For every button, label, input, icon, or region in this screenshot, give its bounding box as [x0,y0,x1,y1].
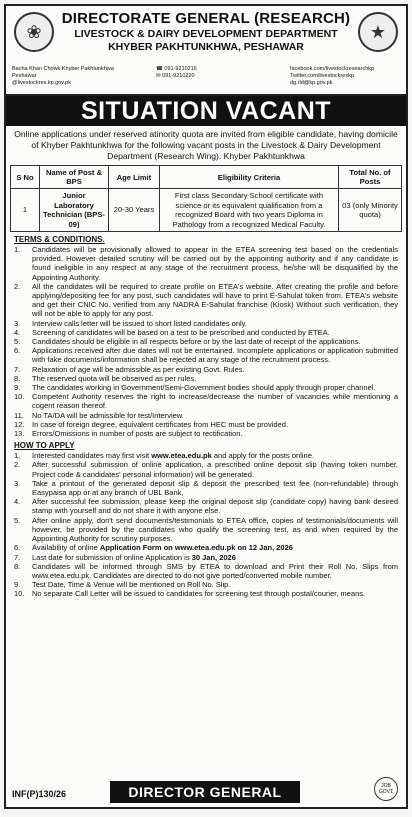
term-number: 13. [14,429,25,439]
term-item [14,245,398,282]
term-number: 3. [14,318,21,328]
term-number: 12. [14,419,25,429]
apply-text-bold: www.etea.edu.pk [151,451,212,461]
apply-item [14,553,398,562]
intro-paragraph: Online applications under reserved atinority quota are invited from eligible candidate, having domicile of Khyber Pakhtunkhwa for the following vacant posts in the Livestock & Dairy Development Department (Research Wing). Khyber Pakhtunkhwa [14,129,398,161]
apply-item [14,543,398,552]
term-text: Applications received after due dates will not be entertained. Incomplete applications or application submitted with fake documents/information shall be rejected at any stage of the recruitment process. [32,346,398,365]
header-address [12,66,122,87]
department-logo-icon: ❀ [14,12,54,52]
terms-list [6,245,406,438]
cell-age: 20-30 Years [109,189,160,232]
apply-number: 8. [14,561,21,571]
apply-item [14,589,398,598]
header-phones [156,66,197,80]
apply-text [32,589,398,598]
apply-title: HOW TO APPLY [14,441,75,451]
reference-number: INF(P)130/26 [12,789,67,799]
apply-text-pre: After successful submission of online application, a prescribed online deposit slip (having token number, Project code & candidates' personal information) will be generated. [32,460,398,479]
apply-number: 3. [14,478,21,488]
apply-text-pre: Availability of online [32,543,100,553]
apply-text [32,553,398,562]
apply-item [14,580,398,589]
apply-item [14,460,398,478]
signature-title: DIRECTOR GENERAL [110,781,300,803]
col-sno: S No [11,166,40,189]
apply-item [14,451,398,460]
term-item [14,346,398,364]
term-item [14,365,398,374]
apply-text [32,580,398,589]
apply-item [14,479,398,497]
header-subtitle-department: LIVESTOCK & DAIRY DEVELOPMENT DEPARTMENT [74,28,338,40]
term-item [14,420,398,429]
apply-text [32,497,398,515]
apply-number: 5. [14,515,21,525]
apply-number: 1. [14,451,21,461]
apply-text-pre: Candidates will be informed through SMS by ETEA to download and Print their Roll No. Slips from www.etea.edu.pk. Candidates are directed to do not give ported/converted mobile number. [32,561,398,580]
email-link: dg.rld@kp.gov.pk [290,80,333,86]
apply-number: 10. [14,589,25,599]
header [6,6,406,96]
apply-text-pre: After online apply, don't send documents/testimonials to ETEA office, copies of testimonials/documents will however, be provided by the candidates who qualify the screening test, as and when required by the Appointing Authority for scrutiny purposes. [32,515,398,544]
posts-table [10,165,402,232]
stamp-icon: JOB GOVT [374,777,398,801]
term-text: Screening of candidates will be based on a test to be prescribed and conducted by ETEA. [32,327,330,337]
apply-text-pre: Interested candidates may first visit [32,451,152,461]
terms-title: TERMS & CONDITIONS. [14,235,105,244]
term-text: The candidates working in Government/Semi-Government bodies should apply through proper channel. [32,383,376,393]
phone-number: ☎ 091-9210216 [156,66,197,72]
term-number: 10. [14,392,25,402]
apply-list [6,451,406,598]
apply-item [14,516,398,544]
term-text: All the candidates will be required to create profile on ETEA's website. After creating the profile and before applying/depositing fee for any post, such candidates will have to print E-Sahulat token from. ETEA's website and get their CNIC No. verified from any NADRA E-Sahulat franchise (Kiosk) Without such verification, they will not be able to apply for any post. [32,281,398,319]
term-text: Candidates will be provisionally allowed to appear in the ETEA screening test based on the credentials provided. However detailed scrutiny will be carried out by the appointing authority and if any candidate is found ineligible in any respect at any stage of the recruitment process, he/she will be disqualified by the Appointing Authority. [32,245,398,282]
apply-text [32,460,398,478]
apply-text [32,562,398,580]
apply-number: 2. [14,460,21,470]
cell-sno: 1 [11,189,40,232]
apply-text [32,543,398,552]
term-item [14,392,398,410]
apply-text-post: and apply for the posts online. [211,451,314,461]
col-eligibility: Eligibility Criteria [160,166,339,189]
term-number: 9. [14,383,21,393]
term-text: Relaxation of age will be admissible as per existing Govt. Rules. [32,364,245,374]
term-item [14,319,398,328]
term-item [14,383,398,392]
col-post: Name of Post & BPS [40,166,109,189]
term-item [14,282,398,319]
header-title: DIRECTORATE GENERAL (RESEARCH) [61,10,351,27]
term-number: 2. [14,281,21,291]
advertisement-page [4,4,408,809]
term-number: 11. [14,410,24,420]
term-number: 7. [14,364,21,374]
cell-criteria: First class Secondary School certificate with science or its equivalent qualification from a recognized Board with two years Diploma in Pathology from a recognized Medical Faculty. [160,189,339,232]
apply-text-bold: Application Form on www.etea.edu.pk on 12 Jan, 2026 [99,543,293,553]
term-text: The reserved quota will be observed as per rules. [32,373,197,383]
apply-item [14,562,398,580]
term-number: 1. [14,245,21,254]
situation-vacant-banner: SITUATION VACANT [6,96,406,126]
term-number: 8. [14,373,21,383]
term-number: 5. [14,337,21,347]
apply-number: 4. [14,497,21,507]
apply-text-pre: Last date for submission of online Application is [32,552,192,562]
address-web: @livestockres.kp.gov.pk [12,80,71,86]
term-text: Interview calls letter will be issued to short listed candidates only. [32,318,247,328]
term-item [14,411,398,420]
term-text: Competent Authority reserves the right to increase/decrease the number of vacancies while mentioning a cogent reason thereof. [32,392,398,411]
apply-text-pre: No separate Call Letter will be issued to candidates for screening test through postal/courier, means. [32,589,366,599]
term-text: No TA/DA will be admissible for test/Interview. [32,410,184,420]
apply-text-pre: Take a printout of the generated deposit slip & deposit the prescribed test fee (non-refundable) through Easypaisa app or at any branch of UBL Bank, [32,478,398,498]
apply-number: 6. [14,543,21,553]
term-item [14,429,398,438]
apply-number: 9. [14,580,21,590]
header-social [290,66,400,87]
apply-text [32,516,398,544]
table-header-row [11,166,402,189]
term-text: In case of foreign degree, equivalent certificates from HEC must be provided. [32,419,288,429]
term-item [14,337,398,346]
header-subtitle-location: KHYBER PAKHTUNKHWA, PESHAWAR [108,41,304,53]
term-item [14,374,398,383]
cell-post: Junior Laboratory Technician (BPS-09) [40,189,109,232]
table-row [11,189,402,232]
term-number: 4. [14,327,21,337]
apply-text-bold: 30 Jan, 2026 [191,552,236,562]
apply-text [32,451,398,460]
term-item [14,328,398,337]
col-age: Age Limit [109,166,160,189]
col-total: Total No. of Posts [339,166,402,189]
apply-text-pre: After successful fee submission, please keep the original deposit slip (candidate copy) having bank desired stamp with yourself and do not share it with anyone else. [32,497,398,516]
apply-item [14,497,398,515]
cell-total: 03 (only Minority quota) [339,189,402,232]
term-text: Candidates should be eligible in all respects before or by the last date of receipt of the applications. [32,337,361,347]
apply-text-pre: Test Date, Time & Venue will be mentioned on Roll No. Slip. [32,580,231,590]
term-text: Errors/Omissions in number of posts are subject to rectification. [32,429,243,439]
twitter-link: Twitter.com/livestockreskp [290,73,354,79]
term-number: 6. [14,346,21,356]
kp-government-logo-icon: ★ [358,12,398,52]
address-line: Bacha Khan Chowk Khyber Pakhtunkhwa Peshawar [12,66,114,79]
apply-number: 7. [14,552,21,562]
apply-text [32,479,398,497]
fax-number: ✉ 091-9210220 [156,73,195,79]
footer [6,779,406,803]
facebook-link: facebook.com/livestockresearchkp [290,66,375,72]
